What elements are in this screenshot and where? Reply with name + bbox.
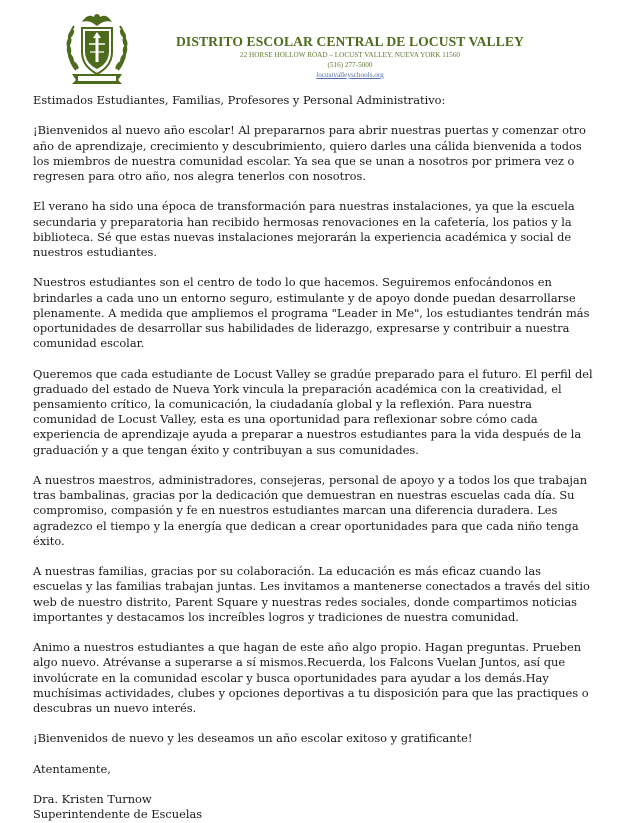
district-phone: (516) 277-5000 [327, 61, 373, 69]
district-crest-logo [62, 8, 132, 84]
letter-paragraph: El verano ha sido una época de transformación para nuestras instalaciones, ya que la escuela secundaria y preparatoria han recibido hermosas renovaciones en la cafetería, los patios y la biblioteca. Sé que estas nuevas instalaciones mejorarán la experiencia académica y social de nuestros estudiantes. [33, 199, 575, 259]
district-address: 22 HORSE HOLLOW ROAD – LOCUST VALLEY, NUEVA YORK 11560 [240, 51, 460, 59]
district-website-link[interactable]: locustvalleyschools.org [316, 71, 384, 79]
letter-paragraph: ¡Bienvenidos al nuevo año escolar! Al prepararnos para abrir nuestras puertas y comenzar otro año de aprendizaje, crecimiento y descubrimiento, quiero darles una cálida bienvenida a todos los miembros de nuestra comunidad escolar. Ya sea que se unan a nosotros por primera vez o regresen para otro año, nos alegra tenerlos con nosotros. [33, 123, 586, 183]
letter-paragraph: Queremos que cada estudiante de Locust Valley se gradúe preparado para el futuro. El perfil del graduado del estado de Nueva York vincula la preparación académica con la creatividad, el pensamiento crítico, la comunicación, la ciudadanía global y la reflexión. Para nuestra comunidad de Locust Valley, esta es una oportunidad para reflexionar sobre cómo cada experiencia de aprendizaje ayuda a preparar a nuestros estudiantes para la vida después de la graduación y a que tengan éxito y contribuyan a sus comunidades. [33, 366, 593, 457]
signer-title: Superintendente de Escuelas [33, 807, 203, 822]
letter-body [33, 93, 593, 823]
letter-paragraph: A nuestras familias, gracias por su colaboración. La educación es más eficaz cuando las escuelas y las familias trabajan juntas. Les invitamos a mantenerse conectados a través del sitio web de nuestro distrito, Parent Square y nuestras redes sociales, donde compartimos noticias importantes y destacamos los increíbles logros y tradiciones de nuestra comunidad. [33, 564, 590, 624]
letter-salutation: Estimados Estudiantes, Familias, Profesores y Personal Administrativo: [33, 93, 446, 107]
letter-closing: Atentamente, [33, 761, 111, 776]
district-name: DISTRITO ESCOLAR CENTRAL DE LOCUST VALLEY [176, 34, 524, 49]
letter-paragraph: A nuestros maestros, administradores, consejeras, personal de apoyo y a todos los que trabajan tras bambalinas, gracias por la dedicación que demuestran en nuestras escuelas cada día. Su compromiso, compasión y fe en nuestros estudiantes marcan una diferencia duradera. Les agradezco el tiempo y la energía que dedican a crear oportunidades para que cada niño tenga éxito. [33, 473, 588, 548]
letterhead [0, 0, 617, 88]
letterhead-text [140, 34, 560, 80]
letter-paragraph: ¡Bienvenidos de nuevo y les deseamos un año escolar exitoso y gratificante! [33, 731, 473, 746]
signer-name: Dra. Kristen Turnow [33, 792, 152, 807]
letter-paragraph: Nuestros estudiantes son el centro de todo lo que hacemos. Seguiremos enfocándonos en brindarles a cada uno un entorno seguro, estimulante y de apoyo donde puedan desarrollarse plenamente. A medida que ampliemos el programa "Leader in Me", los estudiantes tendrán más oportunidades de desarrollar sus habilidades de liderazgo, expresarse y contribuir a nuestra comunidad escolar. [33, 275, 590, 351]
letter-paragraph: Animo a nuestros estudiantes a que hagan de este año algo propio. Hagan preguntas. Prueben algo nuevo. Atrévanse a superarse a sí mismos.Recuerda, los Falcons Vuelan Juntos, así que involúcrate en la comunidad escolar y busca oportunidades para ayudar a los demás.Hay muchísimas actividades, clubes y opciones deportivas a tu disposición para que las practiques o descubras un nuevo interés. [33, 640, 589, 716]
